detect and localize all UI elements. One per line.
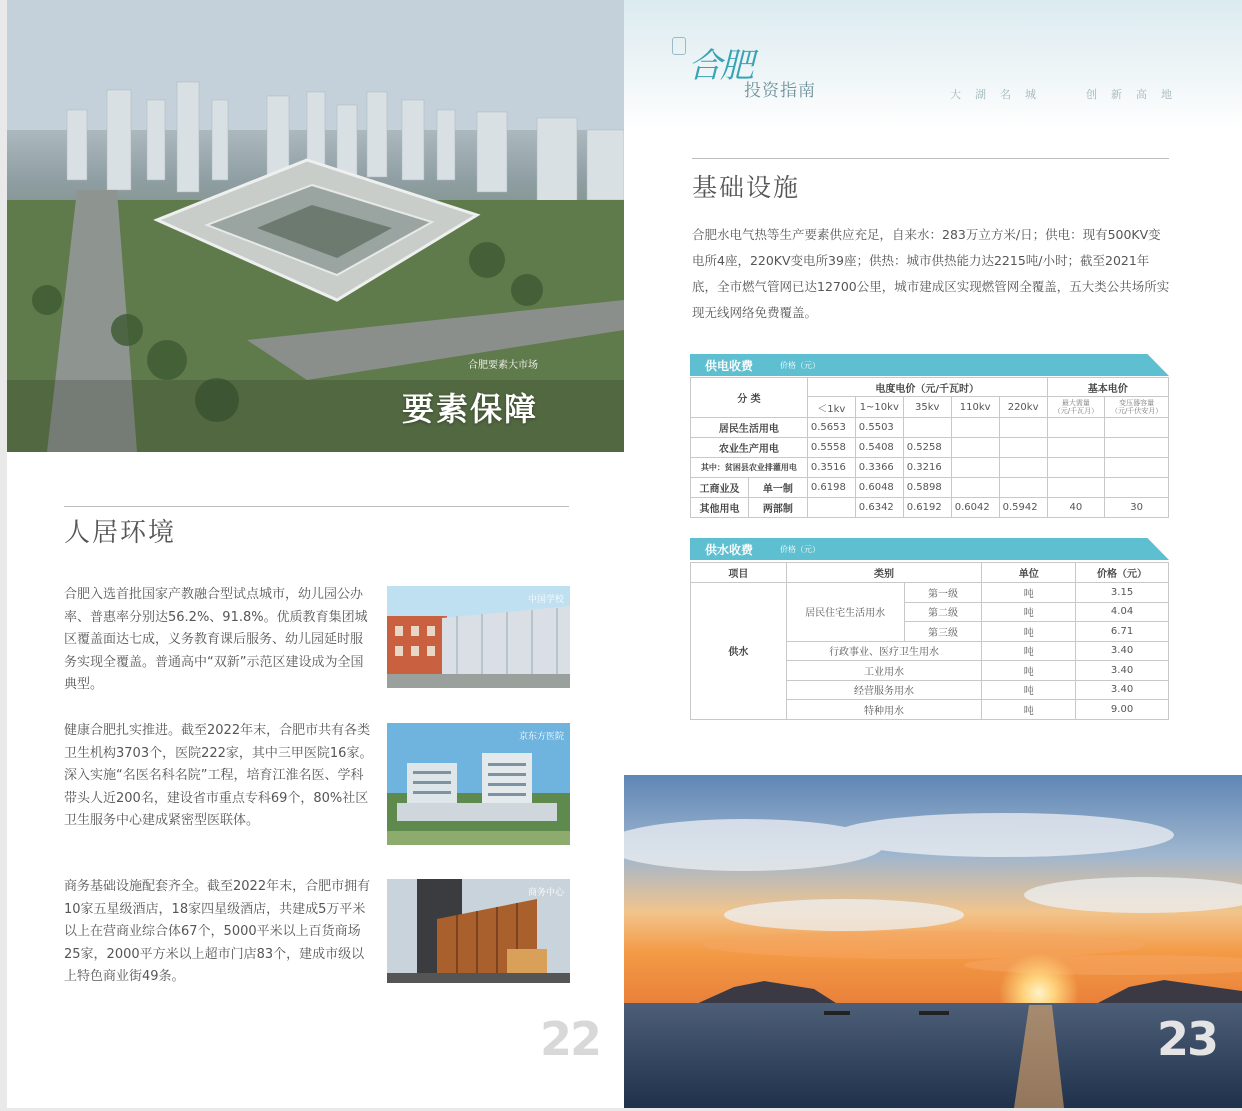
header-voltage-220kv: 220kv bbox=[999, 397, 1047, 418]
cell: 0.5258 bbox=[903, 438, 951, 458]
photo-commerce bbox=[387, 879, 570, 983]
row-label: 工商业及 bbox=[691, 478, 749, 498]
page-number-left: 22 bbox=[540, 1012, 601, 1066]
header-basic-price: 基本电价 bbox=[1047, 378, 1168, 397]
logo-hefei: 合肥 bbox=[688, 46, 752, 86]
cell bbox=[1105, 418, 1169, 438]
header-unit: 单位 bbox=[982, 563, 1076, 583]
paragraph-commerce: 商务基础设施配套齐全。截至2022年末，合肥市拥有10家五星级酒店，18家四星级酒店，共建成5万平米以上在营商业综合体67个，5000平米以上百货商场25家，2000平方米以上超市门店83个，建成市级以上特色商业街49条。 bbox=[64, 879, 371, 985]
page-number-right: 23 bbox=[1157, 1012, 1218, 1066]
cell bbox=[903, 418, 951, 438]
cell: 0.6342 bbox=[855, 498, 903, 518]
cell bbox=[1047, 458, 1105, 478]
lake-sunset-photo bbox=[624, 775, 1242, 1108]
cell: 0.6198 bbox=[807, 478, 855, 498]
section-title-infrastructure: 基础设施 bbox=[692, 173, 801, 202]
table-row bbox=[691, 478, 1169, 498]
table-row bbox=[691, 418, 1169, 438]
cell bbox=[951, 478, 999, 498]
tier-name: 第三级 bbox=[904, 622, 982, 642]
slogan-innovation: 创新高地 bbox=[1086, 88, 1186, 101]
cell bbox=[951, 438, 999, 458]
cell: 0.3216 bbox=[903, 458, 951, 478]
section-divider-right bbox=[692, 158, 1169, 159]
cell bbox=[1047, 478, 1105, 498]
paragraph-health: 健康合肥扎实推进。截至2022年末，合肥市共有各类卫生机构3703个，医院222家，其中三甲医院16家。深入实施“名医名科名院”工程，培育江淮名医、学科带头人近200名，建设省市重点专科69个，80%社区卫生服务中心建成紧密型医联体。 bbox=[64, 723, 373, 829]
water-type: 工业用水 bbox=[786, 661, 982, 681]
cell bbox=[1047, 418, 1105, 438]
header-energy-price: 电度电价（元/千瓦时） bbox=[807, 378, 1047, 397]
cell-unit: 吨 bbox=[982, 583, 1076, 603]
header-category: 分 类 bbox=[691, 378, 808, 418]
row-label: 其他用电 bbox=[691, 498, 749, 518]
cell: 0.5653 bbox=[807, 418, 855, 438]
header-type: 类别 bbox=[786, 563, 982, 583]
hero-caption: 合肥要素大市场 bbox=[468, 360, 538, 371]
cell bbox=[1105, 438, 1169, 458]
cell-price: 3.15 bbox=[1076, 583, 1169, 603]
photo-label-commerce: 商务中心 bbox=[527, 888, 564, 898]
row-label: 农业生产用电 bbox=[691, 438, 808, 458]
logo-investment-guide: 投资指南 bbox=[744, 81, 816, 101]
cell bbox=[1047, 438, 1105, 458]
cell: 30 bbox=[1105, 498, 1169, 518]
cell-price: 9.00 bbox=[1076, 700, 1169, 720]
section-title-living: 人居环境 bbox=[64, 518, 177, 548]
table-row bbox=[691, 438, 1169, 458]
header-price: 价格（元） bbox=[1076, 563, 1169, 583]
row-sublabel: 单一制 bbox=[748, 478, 807, 498]
cell-price: 4.04 bbox=[1076, 602, 1169, 622]
tier-name: 第二级 bbox=[904, 602, 982, 622]
cell bbox=[999, 438, 1047, 458]
cell: 0.5558 bbox=[807, 438, 855, 458]
electricity-table-title: 供电收费 bbox=[705, 359, 754, 373]
cell-unit: 吨 bbox=[982, 641, 1076, 661]
water-table-banner bbox=[690, 538, 1169, 560]
header-voltage-1-10kv: 1~10kv bbox=[855, 397, 903, 418]
section-divider bbox=[64, 506, 569, 507]
electricity-price-table bbox=[690, 377, 1169, 518]
photo-label-hospital: 京东方医院 bbox=[518, 732, 564, 742]
cell: 0.6042 bbox=[951, 498, 999, 518]
header-max-demand: 最大需量 （元/千瓦月） bbox=[1047, 397, 1105, 418]
water-group-label: 供水 bbox=[691, 583, 787, 720]
water-type: 特种用水 bbox=[786, 700, 982, 720]
photo-label-school: 中国学校 bbox=[527, 595, 564, 605]
cell bbox=[951, 458, 999, 478]
table-row bbox=[691, 498, 1169, 518]
cell: 0.5898 bbox=[903, 478, 951, 498]
cell: 0.5503 bbox=[855, 418, 903, 438]
row-label: 居民生活用电 bbox=[691, 418, 808, 438]
cell-unit: 吨 bbox=[982, 602, 1076, 622]
electricity-table-unit: 价格（元） bbox=[780, 361, 820, 370]
header-item: 项目 bbox=[691, 563, 787, 583]
cell-unit: 吨 bbox=[982, 661, 1076, 681]
header-transformer-capacity: 变压器容量 （元/千伏安月） bbox=[1105, 397, 1169, 418]
slogan-lake-city: 大湖名城 bbox=[950, 88, 1050, 101]
cell bbox=[1105, 478, 1169, 498]
cell bbox=[1105, 458, 1169, 478]
photo-school bbox=[387, 586, 570, 688]
logo-mark-icon bbox=[672, 37, 686, 55]
cell: 0.5408 bbox=[855, 438, 903, 458]
resident-water-label: 居民住宅生活用水 bbox=[786, 583, 904, 642]
water-price-table bbox=[690, 562, 1169, 720]
table-row bbox=[691, 583, 1169, 603]
electricity-table-banner bbox=[690, 354, 1169, 376]
water-table-title: 供水收费 bbox=[705, 543, 754, 557]
cell-unit: 吨 bbox=[982, 700, 1076, 720]
cell: 0.6048 bbox=[855, 478, 903, 498]
water-type: 行政事业、医疗卫生用水 bbox=[786, 641, 982, 661]
cell-price: 3.40 bbox=[1076, 661, 1169, 681]
tier-name: 第一级 bbox=[904, 583, 982, 603]
cell: 0.3516 bbox=[807, 458, 855, 478]
hero-title: 要素保障 bbox=[401, 390, 538, 428]
right-page bbox=[624, 0, 1242, 1108]
cell bbox=[807, 498, 855, 518]
cell bbox=[951, 418, 999, 438]
water-table-unit: 价格（元） bbox=[780, 545, 820, 554]
cell: 0.6192 bbox=[903, 498, 951, 518]
header-voltage-110kv: 110kv bbox=[951, 397, 999, 418]
cell-unit: 吨 bbox=[982, 680, 1076, 700]
cell-price: 3.40 bbox=[1076, 680, 1169, 700]
paragraph-education: 合肥入选首批国家产教融合型试点城市，幼儿园公办率、普惠率分别达56.2%、91.8%。优质教育集团城区覆盖面达七成，义务教育课后服务、幼儿园延时服务实现全覆盖。普通高中“双新”示范区建设成为全国典型。 bbox=[64, 587, 368, 693]
row-label: 其中：贫困县农业排灌用电 bbox=[691, 458, 808, 478]
water-type: 经营服务用水 bbox=[786, 680, 982, 700]
cell-price: 3.40 bbox=[1076, 641, 1169, 661]
left-page bbox=[7, 0, 624, 1108]
cell bbox=[999, 418, 1047, 438]
header-voltage-35kv: 35kv bbox=[903, 397, 951, 418]
row-sublabel: 两部制 bbox=[748, 498, 807, 518]
cell: 40 bbox=[1047, 498, 1105, 518]
table-row bbox=[691, 458, 1169, 478]
photo-hospital bbox=[387, 723, 570, 845]
cell: 0.3366 bbox=[855, 458, 903, 478]
header-voltage-lt1kv: ＜1kv bbox=[807, 397, 855, 418]
cell-price: 6.71 bbox=[1076, 622, 1169, 642]
hero-aerial-photo bbox=[7, 0, 624, 452]
infrastructure-intro: 合肥水电气热等生产要素供应充足，自来水：283万立方米/日；供电：现有500KV变电所4座，220KV变电所39座；供热：城市供热能力达2215吨/小时；截至2021年底，全市燃气管网已达12700公里，城市建成区实现燃管网全覆盖，五大类公共场所实现无线网络免费覆盖。 bbox=[692, 227, 1170, 320]
cell bbox=[999, 478, 1047, 498]
cell: 0.5942 bbox=[999, 498, 1047, 518]
lake-sunset-illustration bbox=[624, 775, 1242, 1108]
cell-unit: 吨 bbox=[982, 622, 1076, 642]
cell bbox=[999, 458, 1047, 478]
